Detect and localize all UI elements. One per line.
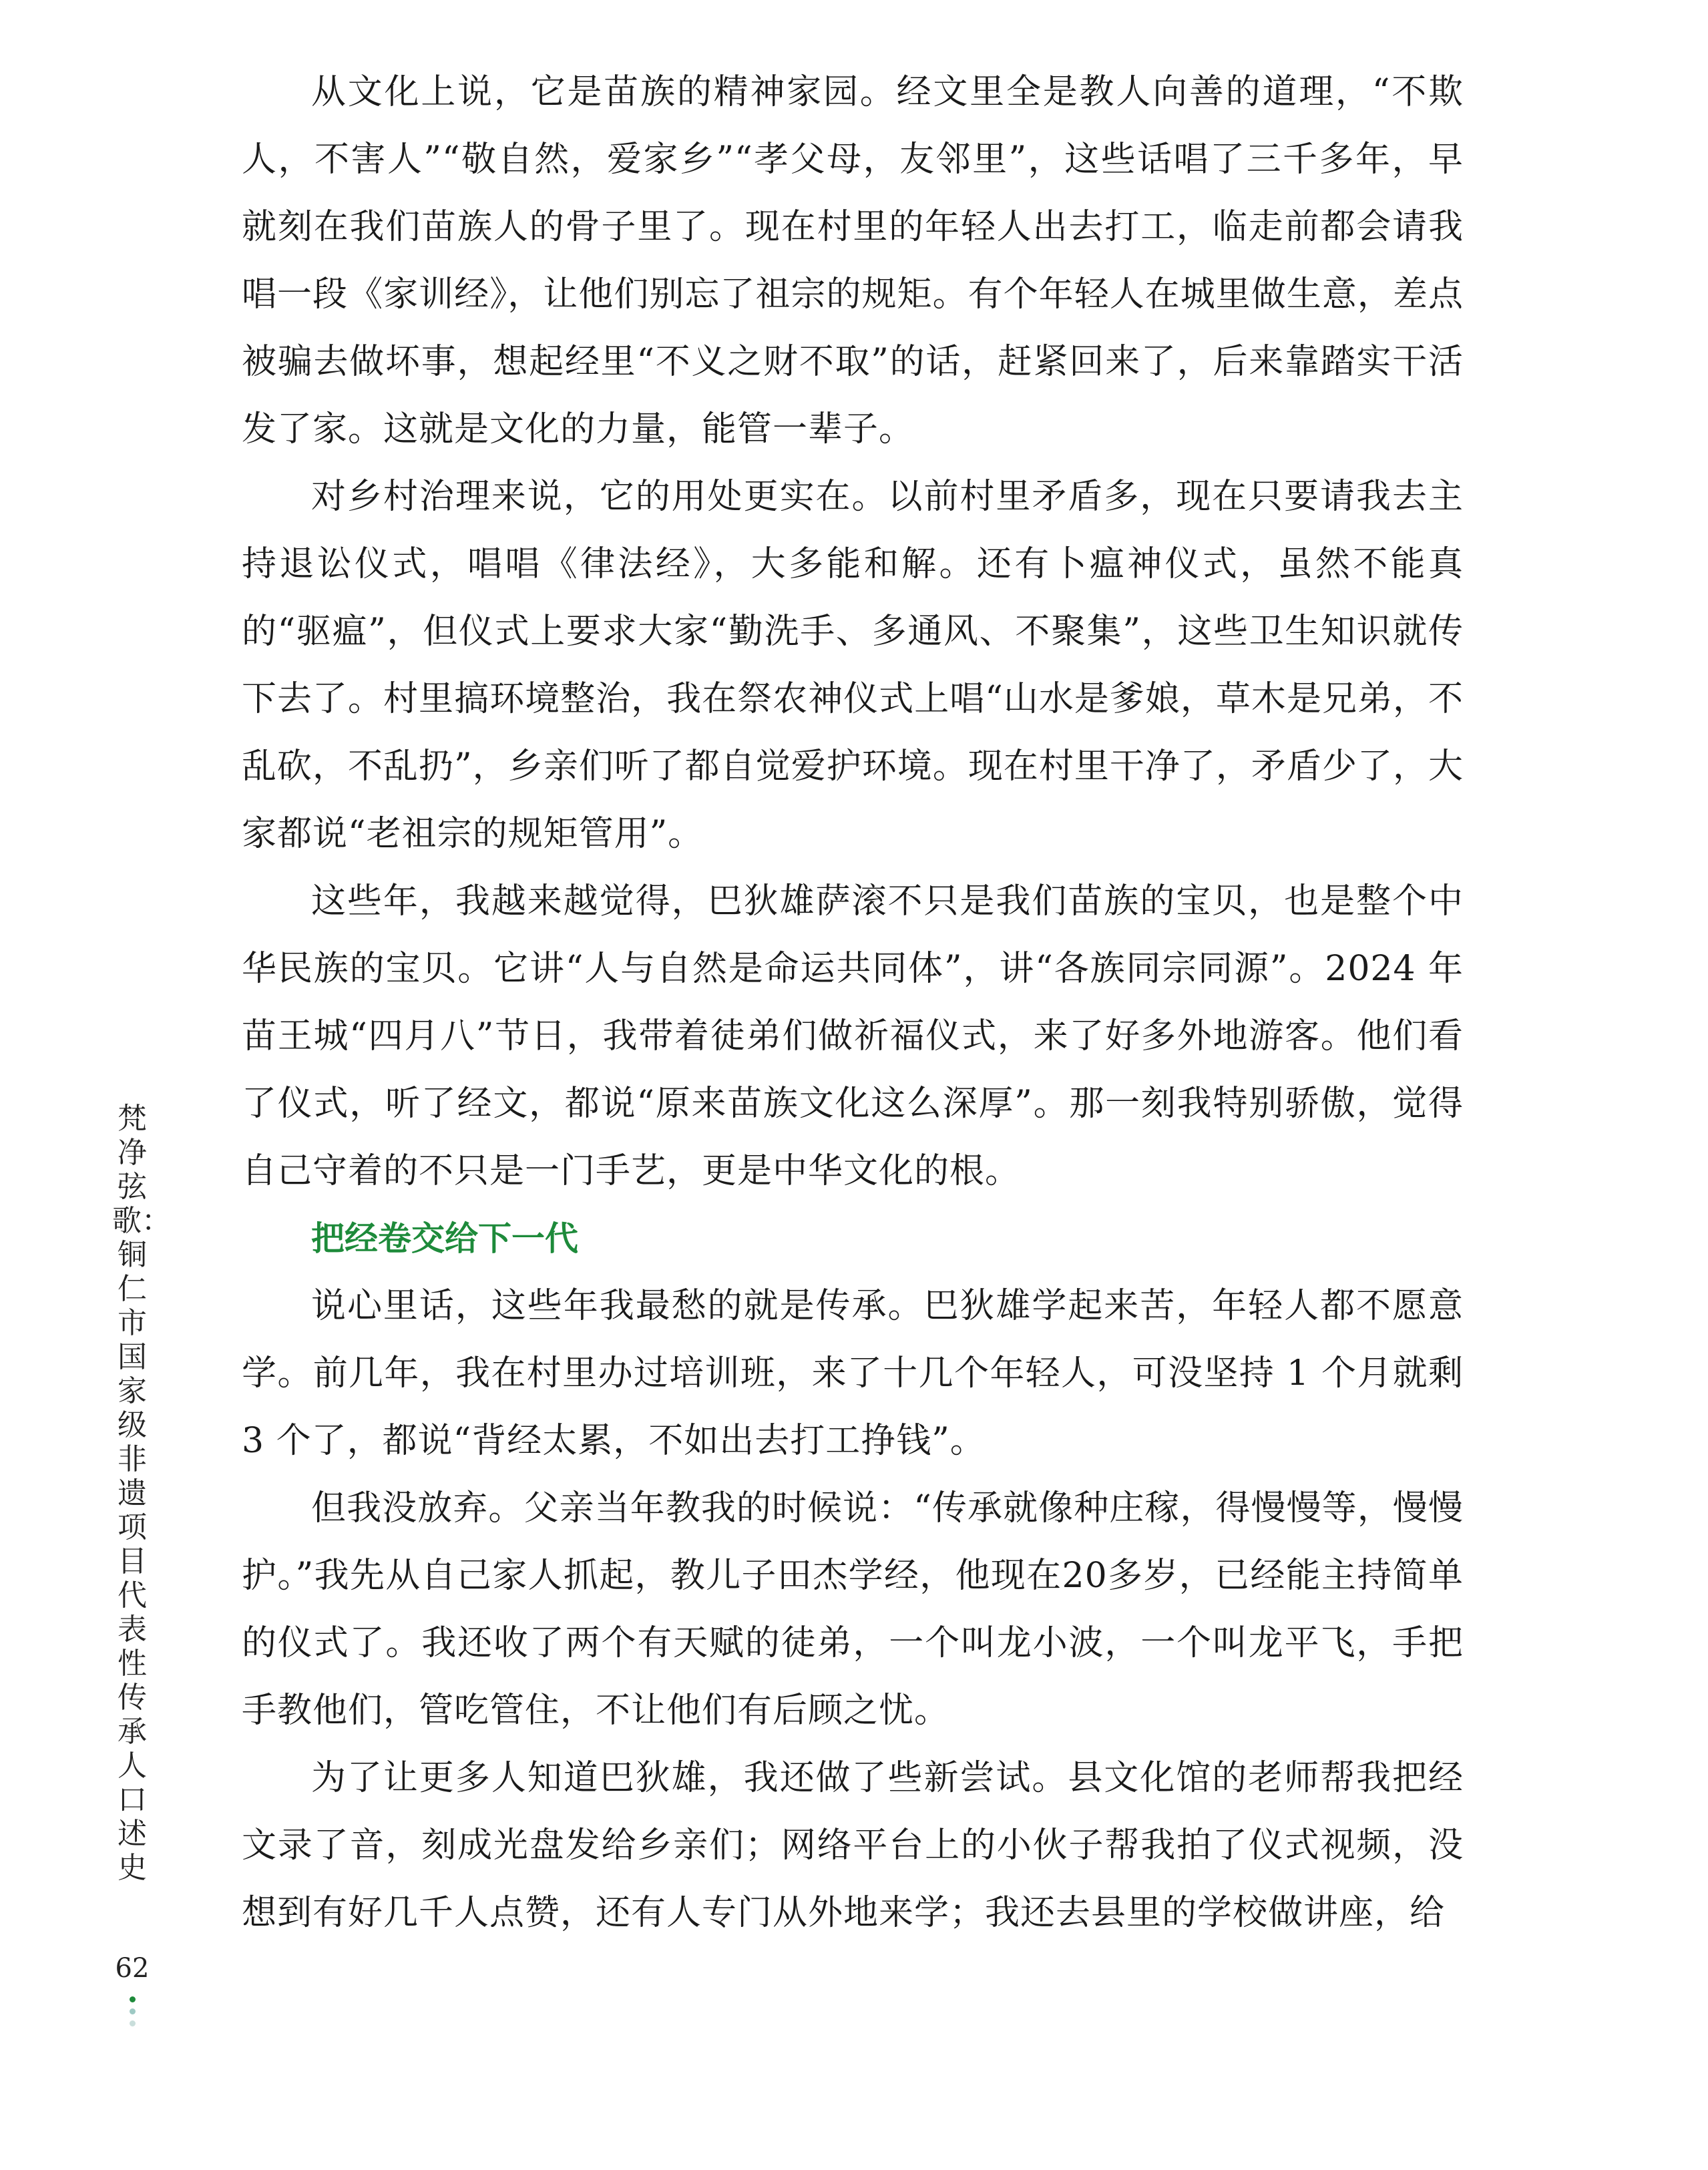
- green-dot-icon: [130, 1996, 136, 2002]
- paragraph-governance: 对乡村治理来说，它的用处更实在。以前村里矛盾多，现在只要请我去主持退讼仪式，唱唱《律法经》，大多能和解。还有卜瘟神仪式，虽然不能真的“驱瘟”，但仪式上要求大家“勤洗手、多通风、不聚集”，这些卫生知识就传下去了。村里搞环境整治，我在祭农神仪式上唱“山水是爹娘，草木是兄弟，不乱砍，不乱扔”，乡亲们听了都自觉爱护环境。现在村里干净了，矛盾少了，大家都说“老祖宗的规矩管用”。: [242, 477, 1464, 854]
- teal-dot-icon: [130, 2008, 136, 2014]
- light-dot-icon: [130, 2020, 136, 2026]
- paragraph-national-treasure: 这些年，我越来越觉得，巴狄雄萨滚不只是我们苗族的宝贝，也是整个中华民族的宝贝。它讲“人与自然是命运共同体”，讲“各族同宗同源”。2024 年苗王城“四月八”节日，我带着徒弟们做祈福仪式，来了好多外地游客。他们看了仪式，听了经文，都说“原来苗族文化这么深厚”。那一刻我特别骄傲，觉得自己守着的不只是一门手艺，更是中华文化的根。: [242, 881, 1464, 1191]
- section-heading: 把经卷交给下一代: [311, 1219, 578, 1258]
- page-dots-decoration: [126, 1996, 138, 2032]
- paragraph-inheritance-worry: 说心里话，这些年我最愁的就是传承。巴狄雄学起来苦，年轻人都不愿意学。前几年，我在村里办过培训班，来了十几个年轻人，可没坚持 1 个月就剩 3 个了，都说“背经太累，不如出去打工挣钱”。: [242, 1286, 1464, 1461]
- main-text-column: [242, 59, 1464, 1947]
- paragraph-not-giving-up: 但我没放弃。父亲当年教我的时候说：“传承就像种庄稼，得慢慢等，慢慢护。”我先从自己家人抓起，教儿子田杰学经，他现在20多岁，已经能主持简单的仪式了。我还收了两个有天赋的徒弟，一个叫龙小波，一个叫龙平飞，手把手教他们，管吃管住，不让他们有后顾之忧。: [242, 1488, 1464, 1731]
- page-number: 62: [115, 1953, 150, 1984]
- paragraph-culture: 从文化上说，它是苗族的精神家园。经文里全是教人向善的道理，“不欺人，不害人”“敬自然，爱家乡”“孝父母，友邻里”，这些话唱了三千多年，早就刻在我们苗族人的骨子里了。现在村里的年轻人出去打工，临走前都会请我唱一段《家训经》，让他们别忘了祖宗的规矩。有个年轻人在城里做生意，差点被骗去做坏事，想起经里“不义之财不取”的话，赶紧回来了，后来靠踏实干活发了家。这就是文化的力量，能管一辈子。: [242, 72, 1464, 449]
- paragraph-new-attempts: 为了让更多人知道巴狄雄，我还做了些新尝试。县文化馆的老师帮我把经文录了音，刻成光盘发给乡亲们；网络平台上的小伙子帮我拍了仪式视频，没想到有好几千人点赞，还有人专门从外地来学；我还去县里的学校做讲座，给: [242, 1758, 1464, 1933]
- vertical-book-title: 梵净弦歌：铜仁市国家级非遗项目代表性传承人口述史: [112, 1102, 171, 1885]
